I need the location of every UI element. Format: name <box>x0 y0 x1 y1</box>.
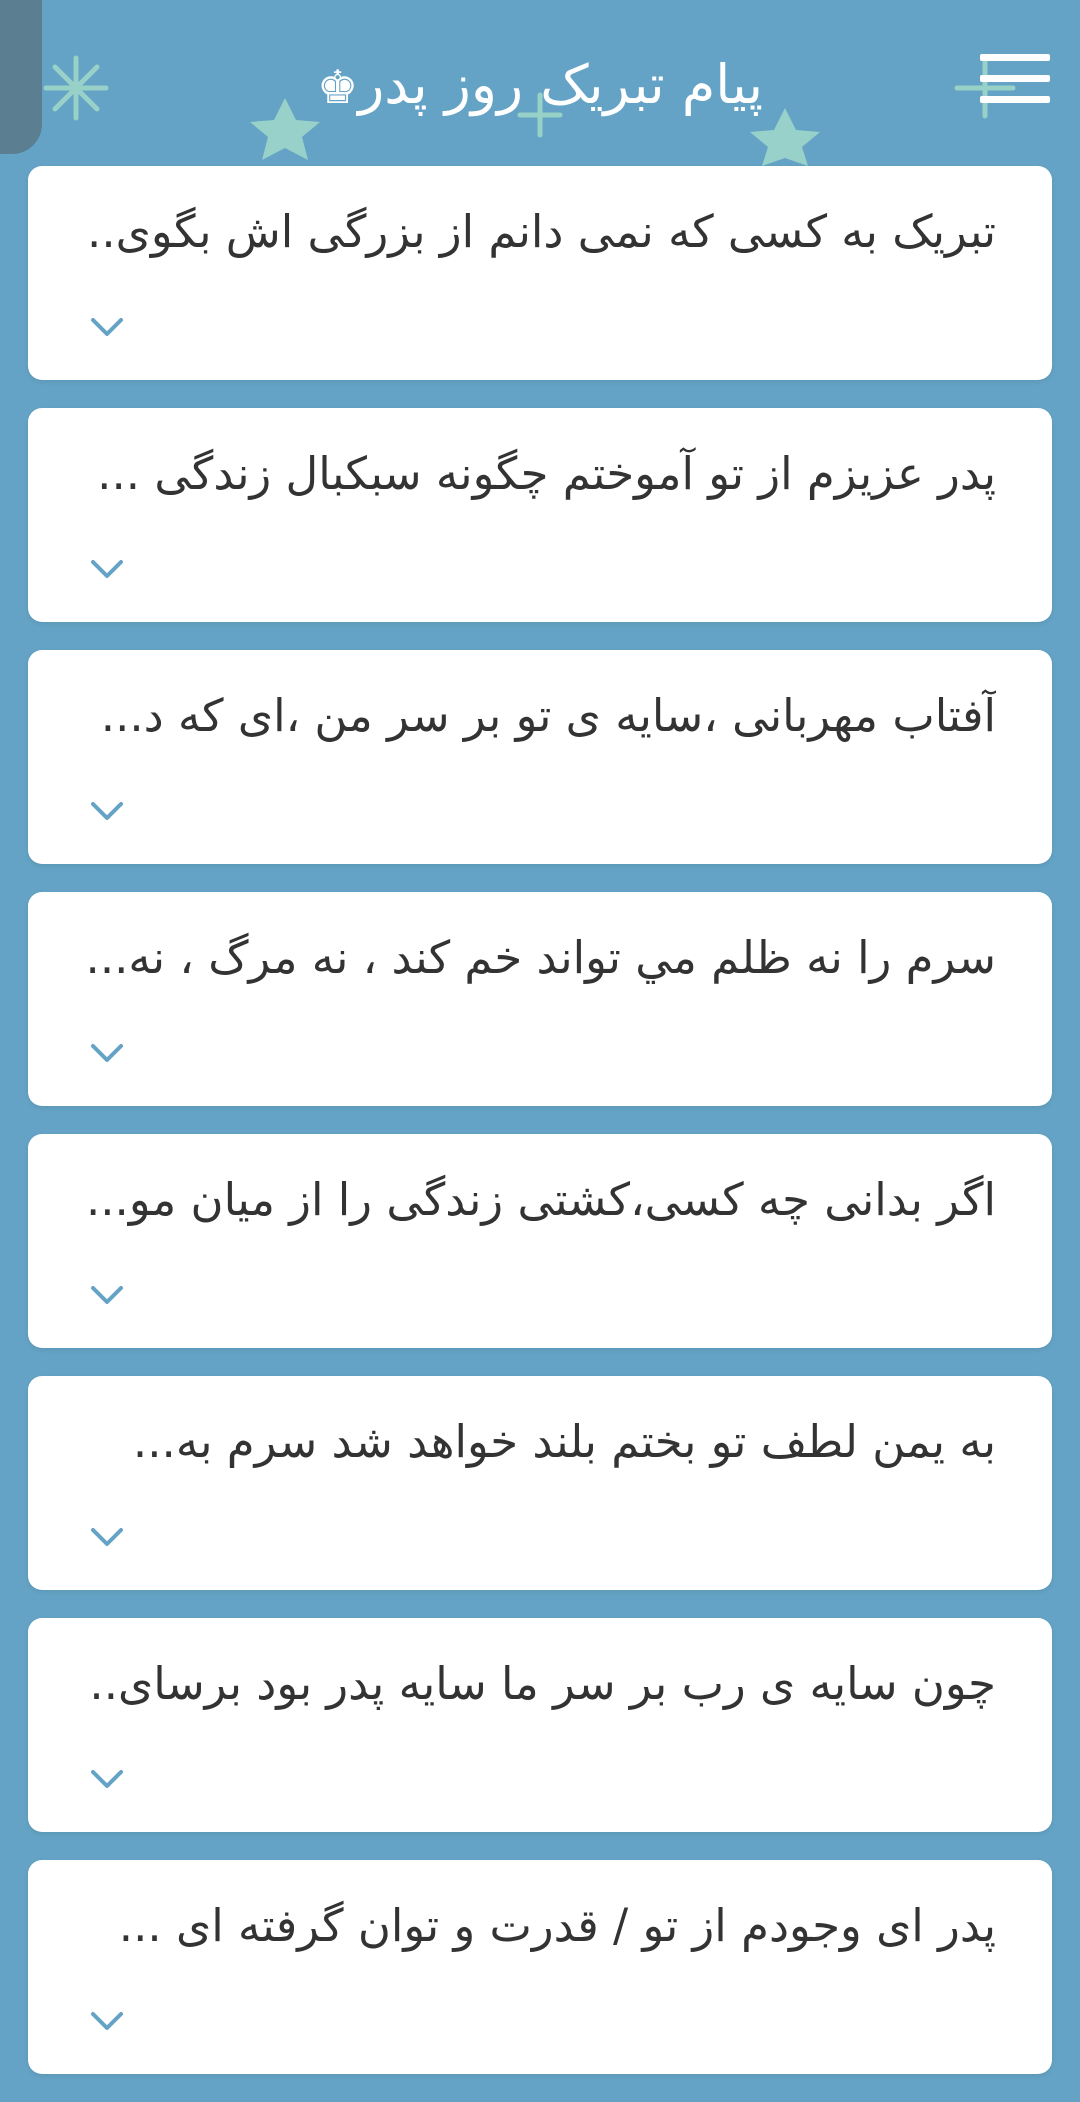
message-card[interactable] <box>28 1376 1052 1590</box>
chevron-down-icon[interactable] <box>90 1284 124 1306</box>
message-card[interactable] <box>28 892 1052 1106</box>
chevron-down-icon[interactable] <box>90 1768 124 1790</box>
chevron-down-icon[interactable] <box>90 316 124 338</box>
message-card[interactable] <box>28 1134 1052 1348</box>
chevron-down-icon[interactable] <box>90 1042 124 1064</box>
message-text: به یمن لطف تو بختم بلند خواهد شد سرم به... <box>132 1415 996 1468</box>
page-title <box>0 40 1080 130</box>
page-title-text: پیام تبریک روز پدر <box>358 53 764 116</box>
message-text: پدر عزیزم از تو آموختم چگونه سبکبال زندگی ... <box>97 447 996 500</box>
message-text: پدر ای وجودم از تو / قدرت و توان گرفته ای ... <box>118 1899 996 1952</box>
chevron-down-icon[interactable] <box>90 558 124 580</box>
message-card[interactable] <box>28 1618 1052 1832</box>
message-text: اگر بدانی چه کسی،کشتی زندگی را از میان مو... <box>85 1173 996 1226</box>
crown-icon: ♚ <box>316 60 359 114</box>
hamburger-menu-icon[interactable] <box>980 54 1050 104</box>
message-card[interactable] <box>28 1860 1052 2074</box>
message-card[interactable] <box>28 166 1052 380</box>
message-text: چون سایه ی رب بر سر ما سایه پدر بود برسای.. <box>89 1657 996 1710</box>
message-text: تبریک به کسی که نمی دانم از بزرگی اش بگوی.. <box>87 205 996 258</box>
chevron-down-icon[interactable] <box>90 2010 124 2032</box>
app-header <box>0 0 1080 166</box>
chevron-down-icon[interactable] <box>90 800 124 822</box>
message-card[interactable] <box>28 408 1052 622</box>
message-text: سرم را نه ظلم مي تواند خم كند ، نه مرگ ، نه... <box>85 931 996 984</box>
message-text: آفتاب مهربانی ،سایه ی تو بر سر من ،ای که د... <box>100 689 996 742</box>
message-card[interactable] <box>28 650 1052 864</box>
chevron-down-icon[interactable] <box>90 1526 124 1548</box>
message-list <box>28 166 1052 2102</box>
